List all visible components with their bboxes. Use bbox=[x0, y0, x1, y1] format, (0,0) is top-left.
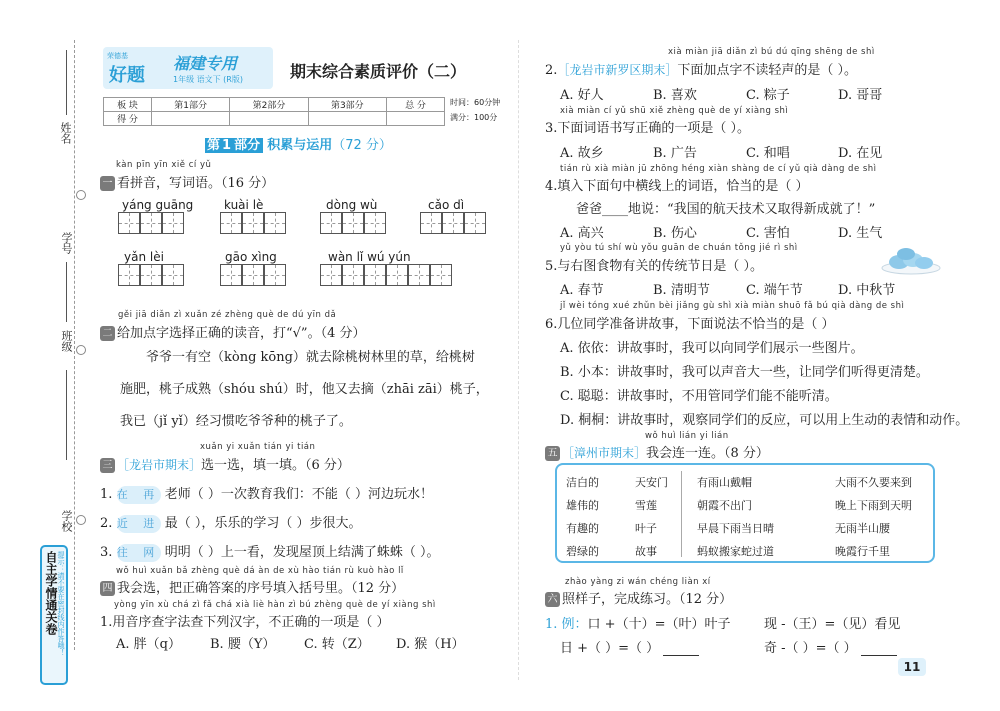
answer-row[interactable]: 日 +（ ）=（ ） bbox=[560, 637, 699, 656]
option[interactable]: D. 哥哥 bbox=[838, 88, 883, 103]
class-label: 班级 bbox=[60, 330, 73, 352]
qingtuan-food-image bbox=[880, 238, 942, 276]
option[interactable]: A. 高兴 bbox=[560, 226, 604, 241]
word-pinyin: yáng guāng bbox=[122, 198, 194, 212]
r-q4-text: 4.填入下面句中横线上的词语，恰当的是（ ） bbox=[545, 179, 809, 194]
word-pinyin: dòng wù bbox=[326, 198, 378, 212]
school-label: 学校 bbox=[60, 510, 73, 532]
word-pinyin: yǎn lèi bbox=[124, 250, 164, 264]
q1-pinyin: kàn pīn yīn xiě cí yǔ bbox=[116, 160, 212, 170]
page-title: 期末综合素质评价（二） bbox=[290, 62, 467, 81]
q3-item: 2. 近 进 最（ ），乐乐的学习（ ）步很大。 bbox=[100, 516, 362, 531]
score-table: 板 块 第1部分 第2部分 第3部分 总 分 得 分 bbox=[103, 97, 445, 126]
column-divider bbox=[518, 40, 519, 680]
match-item[interactable]: 朝霞不出门 bbox=[697, 499, 752, 512]
grade-label: 1年级 语文下 (R版) bbox=[173, 75, 243, 84]
name-label: 姓名 bbox=[59, 122, 72, 144]
option[interactable]: A. 春节 bbox=[560, 283, 604, 298]
r-q5-text: 5.与右图食物有关的传统节日是（ ）。 bbox=[545, 259, 764, 274]
match-item[interactable]: 晚霞行千里 bbox=[835, 545, 890, 558]
r-q6b-pinyin: zhào yàng zi wán chéng liàn xí bbox=[565, 577, 711, 587]
option[interactable]: A. 故乡 bbox=[560, 146, 604, 161]
brand-small: 荣德基 bbox=[107, 52, 128, 60]
q4-icon: 四 bbox=[100, 581, 115, 596]
match-item[interactable]: 早晨下雨当日晴 bbox=[697, 522, 774, 535]
match-item[interactable]: 有趣的 bbox=[566, 522, 599, 535]
r-q5b-text: 五 ［漳州市期末］我会连一连。（8 分） bbox=[545, 442, 769, 461]
brand-logo: 好题 bbox=[109, 65, 145, 86]
q3-icon: 三 bbox=[100, 458, 115, 473]
part1-heading: 第 1 部分 积累与运用（72 分） bbox=[207, 138, 392, 153]
option[interactable]: C. 粽子 bbox=[746, 88, 790, 103]
option[interactable]: B. 伤心 bbox=[653, 226, 697, 241]
match-item[interactable]: 洁白的 bbox=[566, 476, 599, 489]
word-pinyin: kuài lè bbox=[224, 198, 264, 212]
option[interactable]: D. 桐桐：讲故事时，观察同学们的反应，可以用上生动的表情和动作。 bbox=[560, 413, 969, 428]
binding-margin bbox=[0, 0, 95, 711]
seal-dot bbox=[76, 515, 86, 525]
option[interactable]: A. 依依：讲故事时，我可以向同学们展示一些图片。 bbox=[560, 341, 864, 356]
r-q3-pinyin: xià miàn cí yǔ shū xiě zhèng què de yí xiàng shì bbox=[560, 106, 789, 116]
match-item[interactable]: 有雨山戴帽 bbox=[697, 476, 752, 489]
r-q2-text: 2.［龙岩市新罗区期末］下面加点字不读轻声的是（ ）。 bbox=[545, 63, 858, 78]
match-item[interactable]: 故事 bbox=[635, 545, 657, 558]
option[interactable]: C. 害怕 bbox=[746, 226, 790, 241]
char-cloud: 在 再 bbox=[117, 486, 161, 504]
r-q2-pinyin: xià miàn jiā diǎn zì bú dú qīng shēng de shì bbox=[668, 47, 875, 57]
q3-item: 1. 在 再 老师（ ）一次教育我们：不能（ ）河边玩水！ bbox=[100, 487, 433, 502]
r-q6b-text: 六 照样子，完成练习。（12 分） bbox=[545, 588, 732, 607]
q2-pinyin: gěi jiā diǎn zì xuǎn zé zhèng què de dú yīn dǎ bbox=[118, 310, 337, 320]
match-item[interactable]: 无雨半山腰 bbox=[835, 522, 890, 535]
match-item[interactable]: 天安门 bbox=[635, 476, 668, 489]
q1-icon: 一 bbox=[100, 176, 115, 191]
char-cloud: 往 网 bbox=[117, 544, 161, 562]
option[interactable]: D. 在见 bbox=[838, 146, 883, 161]
special-label: 福建专用 bbox=[173, 54, 238, 73]
r-q4-pinyin: tián rù xià miàn jū zhōng héng xiàn shàng de cí yǔ qià dàng de shì bbox=[560, 164, 877, 174]
option[interactable]: A. 好人 bbox=[560, 88, 604, 103]
option[interactable]: B. 小本：讲故事时，我可以声音大一些，让同学们听得更清楚。 bbox=[560, 365, 929, 380]
option[interactable]: B. 广告 bbox=[653, 146, 697, 161]
char-cloud: 近 进 bbox=[117, 515, 161, 533]
q3-item: 3. 往 网 明明（ ）上一看，发现屋顶上结满了蛛蛛（ ）。 bbox=[100, 545, 440, 560]
word-pinyin: wàn lǐ wú yún bbox=[328, 250, 411, 264]
match-item[interactable]: 雪莲 bbox=[635, 499, 657, 512]
option[interactable]: C. 聪聪：讲故事时，不用管同学们能不能听清。 bbox=[560, 389, 838, 404]
r-q6-pinyin: jǐ wèi tóng xué zhǔn bèi jiǎng gù shì xià miàn shuō fǎ bú qià dàng de shì bbox=[560, 301, 905, 311]
q4-text: 四 我会选，把正确答案的序号填入括号里。（12 分） bbox=[100, 577, 404, 596]
match-item[interactable]: 蚂蚁搬家蛇过道 bbox=[697, 545, 774, 558]
match-item[interactable]: 叶子 bbox=[635, 522, 657, 535]
option[interactable]: B. 腰（Y） bbox=[210, 637, 276, 652]
seal-dot bbox=[76, 345, 86, 355]
side-title-box bbox=[40, 545, 68, 685]
option[interactable]: A. 胖（q） bbox=[116, 637, 181, 652]
answer-row[interactable]: 奇 -（ ）=（ ） bbox=[764, 637, 897, 656]
q4-1-text: 1.用音序查字法查下列汉字，不正确的一项是（ ） bbox=[100, 615, 390, 630]
page-number: 11 bbox=[898, 658, 926, 676]
q3-pinyin: xuǎn yi xuǎn tián yi tián bbox=[200, 442, 316, 452]
q4-pinyin: wǒ huì xuǎn bǎ zhèng què dá àn de xù hào tián rù kuò hào lǐ bbox=[116, 566, 404, 576]
r-q6-text: 6.几位同学准备讲故事，下面说法不恰当的是（ ） bbox=[545, 317, 835, 332]
example-row: 1. 例：口 +（十）=（叶）叶子 bbox=[545, 617, 731, 632]
option[interactable]: B. 喜欢 bbox=[653, 88, 697, 103]
side-title: 自主学情通关卷 bbox=[44, 551, 58, 635]
id-label: 学号 bbox=[60, 232, 73, 254]
match-item[interactable]: 碧绿的 bbox=[566, 545, 599, 558]
option[interactable]: C. 端午节 bbox=[746, 283, 803, 298]
seal-dot bbox=[76, 190, 86, 200]
word-pinyin: gāo xìng bbox=[225, 250, 277, 264]
q2-line: 施肥，桃子成熟（shóu shú）时，他又去摘（zhāi zāi）桃子， bbox=[120, 382, 489, 397]
q3-text: 三 ［龙岩市期末］选一选，填一填。（6 分） bbox=[100, 454, 350, 473]
time-label: 时间：60分钟 bbox=[450, 98, 501, 107]
option[interactable]: C. 转（Z） bbox=[304, 637, 370, 652]
r-q4-sentence: 爸爸____地说：“我国的航天技术又取得新成就了！” bbox=[576, 202, 876, 217]
full-label: 满分：100分 bbox=[450, 113, 498, 122]
option[interactable]: C. 和唱 bbox=[746, 146, 790, 161]
example-row: 现 -（王）=（见）看见 bbox=[764, 617, 901, 632]
q4-1-pinyin: yòng yīn xù chá zì fǎ chá xià liè hàn zì bú zhèng què de yí xiàng shì bbox=[114, 600, 436, 610]
option[interactable]: B. 清明节 bbox=[653, 283, 710, 298]
r-q5-pinyin: yǔ yòu tú shí wù yǒu guān de chuán tǒng jié rì shì bbox=[560, 243, 798, 253]
option[interactable]: D. 生气 bbox=[838, 226, 883, 241]
r-q5b-pinyin: wǒ huì lián yi lián bbox=[645, 431, 729, 441]
option[interactable]: D. 猴（H） bbox=[396, 637, 465, 652]
word-pinyin: cǎo dì bbox=[428, 198, 465, 212]
r-q3-text: 3.下面词语书写正确的一项是（ ）。 bbox=[545, 121, 751, 136]
q2-line: 爷爷一有空（kòng kōng）就去除桃树林里的草，给桃树 bbox=[146, 350, 475, 365]
side-sub: 提示：请不要在密封线内作答哦！ bbox=[57, 551, 65, 656]
match-item[interactable]: 雄伟的 bbox=[566, 499, 599, 512]
match-item[interactable]: 大雨不久要来到 bbox=[835, 476, 912, 489]
q1-text: 一 看拼音，写词语。（16 分） bbox=[100, 172, 274, 191]
header-brand bbox=[103, 47, 273, 89]
q2-line: 我已（jǐ yǐ）经习惯吃爷爷种的桃子了。 bbox=[120, 414, 352, 429]
q2-text: 二 给加点字选择正确的读音，打“√”。（4 分） bbox=[100, 322, 365, 341]
option[interactable]: D. 中秋节 bbox=[838, 283, 896, 298]
q2-icon: 二 bbox=[100, 326, 115, 341]
match-item[interactable]: 晚上下雨到天明 bbox=[835, 499, 912, 512]
